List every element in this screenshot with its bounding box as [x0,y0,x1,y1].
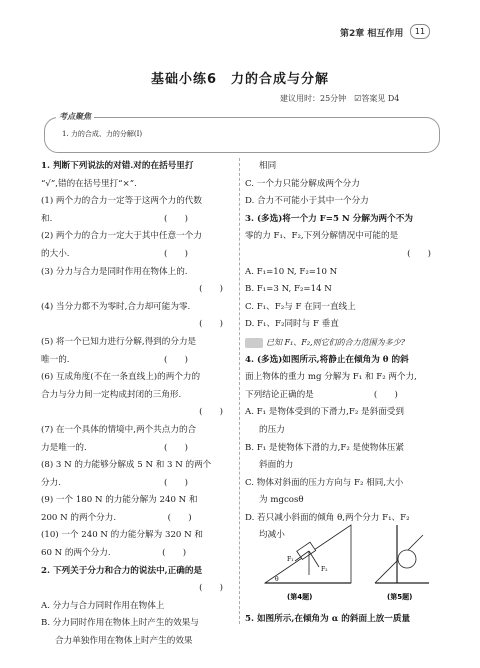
text-line: 的压力 [259,424,285,435]
f2-arrow [309,551,319,567]
option-d: D. 若只减小斜面的倾角 θ,两个分力 F₁、F₂ [245,512,410,523]
text-line: (5) 将一个已知力进行分解,得到的分力是 [41,336,197,347]
option-b: B. F₁=3 N, F₂=14 N [245,284,332,295]
text-line: 零的力 F₁、F₂,下列分解情况中可能的是 [245,231,399,242]
option-a: A. F₁ 是物体受到的下滑力,F₂ 是斜面受到 [245,407,404,418]
ball [398,550,416,568]
answer-bracket: ( ) [407,248,431,259]
text-line: 相同 [259,161,277,171]
question-5-stem [245,611,441,629]
answer-bracket: ( ) [199,319,223,330]
option-c: C. F₁、F₂与 F 在同一直线上 [245,301,356,312]
page-title: 基础小练6 力的合成与分解 [150,72,330,87]
chapter-header: 第2章 相互作用 [340,29,404,39]
right-column [245,158,441,545]
figure-5-diagram [375,525,429,601]
text-line: (6) 互成角度(不在一条直线上)的两个力的 [41,372,201,383]
text-line: 下列结论正确的是 ( ) [245,389,398,400]
text-line: (10) 一个 240 N 的力能分解为 320 N 和 [41,530,203,541]
question-5-text: 5. 如图所示,在倾角为 α 的斜面上放一质量 [245,614,411,624]
column-divider [239,158,240,624]
figure-5-caption: (第5题) [387,593,413,601]
text-line: 分力. ( ) [41,477,188,488]
figure-4-diagram [265,525,351,601]
question-4-stem: 4. (多选)如图所示,将静止在倾角为 θ 的斜 [245,354,409,365]
hint-icon [245,338,263,348]
hint-text: 已知 F₁、F₂,则它们的合力范围为多少? [266,337,405,347]
text-line: 均减小 [259,530,285,541]
option-c: C. 物体对斜面的压力方向与 F₂ 相同,大小 [245,477,404,488]
text-line: 为 mgcosθ [259,495,304,506]
time-note: 建议用时：25分钟 ☑答案见 D4 [280,94,400,103]
text-line: (1) 两个力的合力一定等于这两个力的代数 [41,196,202,207]
option-a: A. F₁=10 N, F₂=10 N [245,266,338,277]
theta-label: θ [275,576,279,583]
option-d: D. F₁、F₂同时与 F 垂直 [245,319,339,330]
question-3-stem: 3. (多选)将一个力 F=5 N 分解为两个不为 [245,213,413,224]
text-line: (4) 当分力都不为零时,合力却可能为零. [41,301,191,312]
text-line: 200 N 的两个分力. ( ) [41,512,192,523]
option-c: C. 一个力只能分解成两个分力 [245,178,360,189]
text-line: 面上物体的重力 mg 分解为 F₁ 和 F₂ 两个力, [245,372,417,383]
hint-line [245,334,441,352]
option-a: A. 分力与合力同时作用在物体上 [41,600,165,611]
key-points-item: 1. 力的合成、力的分解(Ⅰ) [62,130,143,138]
text-line: 斜面的力 [259,460,294,471]
option-b: B. 分力同时作用在物体上时产生的效果与 [41,618,199,629]
text-line: (9) 一个 180 N 的力能分解为 240 N 和 [41,495,198,506]
text-line: 力是唯一的. ( ) [41,442,188,453]
question-2-stem: 2. 下列关于分力和合力的说法中,正确的是 [41,565,203,576]
text-line: 唯一的. ( ) [41,354,188,365]
text-line: “√”,错的在括号里打“×”. [41,178,137,189]
answer-bracket: ( ) [199,407,223,418]
page-number: 11 [410,24,430,39]
text-line: (7) 在一个具体的情境中,两个共点力的合 [41,424,197,435]
figure-4-caption: (第4题) [287,593,313,601]
text-line: 的大小. ( ) [41,248,188,259]
text-line: (3) 分力与合力是同时作用在物体上的. [41,266,188,277]
figures [247,505,437,605]
answer-bracket: ( ) [199,284,223,295]
text-line: 和. ( ) [41,213,188,224]
f2-label: F₂ [321,566,328,573]
text-line: (2) 两个力的合力一定大于其中任意一个力 [41,231,202,242]
key-points-tag: 考点聚焦 [56,111,94,122]
question-1-stem: 1. 判断下列说法的对错.对的在括号里打 [41,161,194,171]
text-line: 合力与分力间一定构成封闭的三角形. [41,389,182,400]
text-line: (8) 3 N 的力能够分解成 5 N 和 3 N 的两个 [41,460,212,471]
answer-bracket: ( ) [199,583,223,594]
text-line: 60 N 的两个分力. ( ) [41,548,187,559]
text-line: 合力单独作用在物体上时产生的效果 [55,636,193,647]
left-column [41,158,233,651]
f1-label: F₁ [287,556,294,563]
option-b: B. F₁ 是使物体下滑的力,F₂ 是使物体压紧 [245,442,405,453]
option-d: D. 合力不可能小于其中一个分力 [245,196,369,207]
